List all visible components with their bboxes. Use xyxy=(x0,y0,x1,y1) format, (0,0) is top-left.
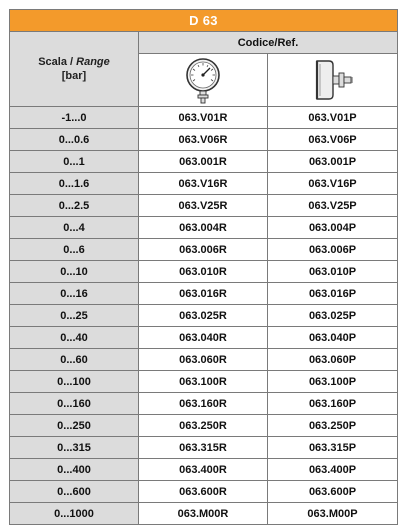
table-row xyxy=(10,349,398,371)
range-cell: 0...40 xyxy=(10,327,139,349)
code-p-cell: 063.V06P xyxy=(268,129,398,151)
code-p-cell: 063.006P xyxy=(268,239,398,261)
table-row xyxy=(10,283,398,305)
table-row xyxy=(10,151,398,173)
code-p-cell: 063.001P xyxy=(268,151,398,173)
table-row xyxy=(10,437,398,459)
code-p-cell: 063.V01P xyxy=(268,107,398,129)
range-cell: 0...4 xyxy=(10,217,139,239)
code-p-cell: 063.040P xyxy=(268,327,398,349)
code-r-cell: 063.V25R xyxy=(139,195,268,217)
range-cell: 0...2.5 xyxy=(10,195,139,217)
code-r-cell: 063.010R xyxy=(139,261,268,283)
code-p-cell: 063.V25P xyxy=(268,195,398,217)
table-row xyxy=(10,415,398,437)
table-row xyxy=(10,481,398,503)
scale-header-unit: [bar] xyxy=(61,70,87,82)
code-p-cell: 063.016P xyxy=(268,283,398,305)
range-cell: 0...0.6 xyxy=(10,129,139,151)
range-cell: 0...160 xyxy=(10,393,139,415)
range-cell: 0...25 xyxy=(10,305,139,327)
code-p-cell: 063.160P xyxy=(268,393,398,415)
range-cell: 0...100 xyxy=(10,371,139,393)
code-p-cell: 063.V16P xyxy=(268,173,398,195)
code-r-cell: 063.M00R xyxy=(139,503,268,525)
code-p-cell: 063.004P xyxy=(268,217,398,239)
table-row xyxy=(10,239,398,261)
table-row xyxy=(10,129,398,151)
code-r-cell: 063.025R xyxy=(139,305,268,327)
table-row xyxy=(10,503,398,525)
gauge-back-image-cell xyxy=(268,54,398,107)
range-cell: 0...1000 xyxy=(10,503,139,525)
code-r-cell: 063.100R xyxy=(139,371,268,393)
product-code-table xyxy=(9,9,398,525)
code-p-cell: 063.025P xyxy=(268,305,398,327)
range-cell: 0...1.6 xyxy=(10,173,139,195)
code-p-cell: 063.600P xyxy=(268,481,398,503)
code-r-cell: 063.250R xyxy=(139,415,268,437)
code-header: Codice/Ref. xyxy=(139,32,398,54)
gauge-bottom-connection-icon xyxy=(181,56,225,104)
code-r-cell: 063.V06R xyxy=(139,129,268,151)
code-p-cell: 063.100P xyxy=(268,371,398,393)
code-r-cell: 063.400R xyxy=(139,459,268,481)
gauge-bottom-image-cell xyxy=(139,54,268,107)
code-r-cell: 063.040R xyxy=(139,327,268,349)
code-r-cell: 063.004R xyxy=(139,217,268,239)
table-row xyxy=(10,371,398,393)
code-r-cell: 063.160R xyxy=(139,393,268,415)
code-p-cell: 063.010P xyxy=(268,261,398,283)
table-row xyxy=(10,327,398,349)
range-cell: 0...16 xyxy=(10,283,139,305)
range-cell: -1...0 xyxy=(10,107,139,129)
code-r-cell: 063.006R xyxy=(139,239,268,261)
table-row xyxy=(10,261,398,283)
scale-header-label-italic: Range xyxy=(76,56,110,68)
range-cell: 0...600 xyxy=(10,481,139,503)
code-r-cell: 063.060R xyxy=(139,349,268,371)
code-r-cell: 063.V01R xyxy=(139,107,268,129)
code-r-cell: 063.315R xyxy=(139,437,268,459)
product-table-container xyxy=(9,9,397,525)
table-row xyxy=(10,107,398,129)
scale-header xyxy=(10,32,139,107)
range-cell: 0...6 xyxy=(10,239,139,261)
table-row xyxy=(10,217,398,239)
code-p-cell: 063.315P xyxy=(268,437,398,459)
scale-header-label: Scala / xyxy=(38,56,74,68)
range-cell: 0...250 xyxy=(10,415,139,437)
code-p-cell: 063.M00P xyxy=(268,503,398,525)
range-cell: 0...60 xyxy=(10,349,139,371)
code-p-cell: 063.060P xyxy=(268,349,398,371)
table-row xyxy=(10,195,398,217)
code-p-cell: 063.250P xyxy=(268,415,398,437)
table-row xyxy=(10,305,398,327)
gauge-back-connection-icon xyxy=(303,56,363,104)
range-cell: 0...10 xyxy=(10,261,139,283)
table-title: D 63 xyxy=(10,10,398,32)
range-cell: 0...1 xyxy=(10,151,139,173)
range-cell: 0...400 xyxy=(10,459,139,481)
table-body xyxy=(10,107,398,525)
code-r-cell: 063.V16R xyxy=(139,173,268,195)
code-r-cell: 063.001R xyxy=(139,151,268,173)
code-r-cell: 063.016R xyxy=(139,283,268,305)
range-cell: 0...315 xyxy=(10,437,139,459)
table-row xyxy=(10,459,398,481)
table-row xyxy=(10,173,398,195)
code-r-cell: 063.600R xyxy=(139,481,268,503)
table-row xyxy=(10,393,398,415)
code-p-cell: 063.400P xyxy=(268,459,398,481)
